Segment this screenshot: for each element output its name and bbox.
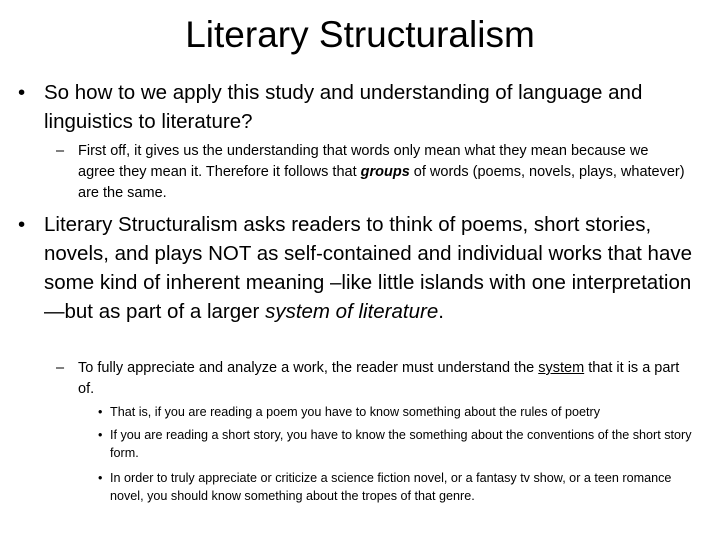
bullet-1-sub-emphasis: groups — [360, 164, 410, 180]
bullet-2-sub-text — [78, 358, 696, 400]
sub-item-1-text: That is, if you are reading a poem you have to know something about the rules of poetry — [110, 405, 601, 419]
bullet-1-sub-text — [78, 141, 686, 204]
sub-bullet-marker: • — [98, 428, 103, 442]
sub-bullet-marker: • — [98, 405, 103, 419]
bullet-marker: • — [18, 81, 26, 104]
sub-item-2 — [98, 427, 698, 462]
system-underlined: system — [538, 360, 585, 376]
sub-item-3 — [98, 470, 698, 505]
bullet-2-sub-part2: that it is a part of. — [78, 360, 680, 397]
bullet-1-sub — [56, 141, 686, 204]
bullet-1 — [18, 78, 698, 136]
sub-item-1 — [98, 404, 698, 422]
dash-marker: – — [56, 143, 65, 159]
sub-item-3-text: In order to truly appreciate or criticize a science fiction novel, or a fantasy tv show, or a teen romance novel, you should know something about the tropes of that genre. — [110, 471, 672, 503]
bullet-1-text: So how to we apply this study and understanding of language and linguistics to literature? — [44, 81, 643, 133]
bullet-2-part1: Literary Structuralism asks readers to think of poems, short stories, novels, and plays NOT as self-contained and individual works that have some kind of inherent meaning –like little islands with one interpretation—but as part of a larger — [44, 213, 693, 323]
bullet-2-emphasis: system of literature — [265, 300, 439, 323]
bullet-2-text — [44, 210, 694, 326]
sub-bullet-marker: • — [98, 471, 103, 485]
bullet-1-sub-part2: of words (poems, novels, plays, whatever) are the same. — [78, 164, 685, 201]
bullet-2-sub — [56, 358, 696, 400]
bullet-2 — [18, 210, 694, 326]
slide-title: Literary Structuralism — [185, 14, 535, 55]
bullet-2-sub-part1: To fully appreciate and analyze a work, the reader must understand the — [78, 360, 539, 376]
bullet-1-sub-part1: First off, it gives us the understanding that words only mean what they mean because we agree they mean it. Therefore it follows that — [78, 143, 649, 180]
bullet-marker: • — [18, 213, 26, 236]
bullet-2-part2: . — [438, 300, 444, 323]
sub-item-2-text: If you are reading a short story, you have to know the something about the conventions of the short story form. — [110, 428, 692, 460]
dash-marker: – — [56, 360, 65, 376]
